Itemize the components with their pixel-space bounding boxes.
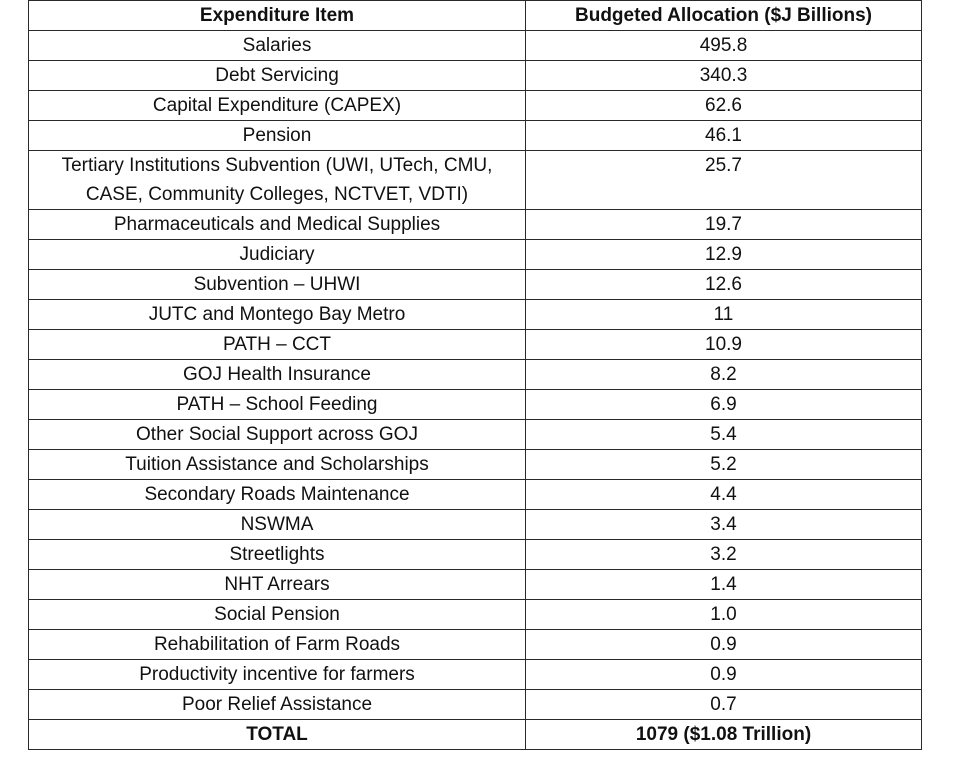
- allocation-value-cell: 12.9: [526, 240, 922, 270]
- expenditure-item-cell: Tuition Assistance and Scholarships: [29, 450, 526, 480]
- header-expenditure-item: Expenditure Item: [29, 1, 526, 31]
- expenditure-item-cell: PATH – CCT: [29, 330, 526, 360]
- total-value: 1079 ($1.08 Trillion): [526, 720, 922, 750]
- table-row: [29, 420, 922, 450]
- table-row: [29, 300, 922, 330]
- budget-document: [28, 0, 921, 750]
- allocation-value-cell: 0.9: [526, 630, 922, 660]
- header-budgeted-allocation: Budgeted Allocation ($J Billions): [526, 1, 922, 31]
- table-row: [29, 31, 922, 61]
- table-row: [29, 270, 922, 300]
- allocation-value-cell: 19.7: [526, 210, 922, 240]
- total-label: TOTAL: [29, 720, 526, 750]
- expenditure-item-cell: PATH – School Feeding: [29, 390, 526, 420]
- table-row: [29, 480, 922, 510]
- table-row: [29, 210, 922, 240]
- table-row: [29, 540, 922, 570]
- table-row: [29, 570, 922, 600]
- expenditure-item-cell: Debt Servicing: [29, 61, 526, 91]
- table-row: [29, 151, 922, 210]
- expenditure-item-cell: Tertiary Institutions Subvention (UWI, UTech, CMU, CASE, Community Colleges, NCTVET, VDTI): [29, 151, 526, 210]
- expenditure-item-cell: Productivity incentive for farmers: [29, 660, 526, 690]
- allocation-value-cell: 3.4: [526, 510, 922, 540]
- expenditure-item-cell: NHT Arrears: [29, 570, 526, 600]
- allocation-value-cell: 11: [526, 300, 922, 330]
- expenditure-item-cell: Secondary Roads Maintenance: [29, 480, 526, 510]
- expenditure-item-cell: Judiciary: [29, 240, 526, 270]
- table-row: [29, 360, 922, 390]
- expenditure-item-cell: NSWMA: [29, 510, 526, 540]
- expenditure-item-cell: GOJ Health Insurance: [29, 360, 526, 390]
- table-row: [29, 121, 922, 151]
- table-row: [29, 510, 922, 540]
- table-row: [29, 61, 922, 91]
- allocation-value-cell: 5.4: [526, 420, 922, 450]
- expenditure-item-cell: Other Social Support across GOJ: [29, 420, 526, 450]
- allocation-value-cell: 4.4: [526, 480, 922, 510]
- table-row: [29, 330, 922, 360]
- allocation-value-cell: 5.2: [526, 450, 922, 480]
- table-row: [29, 660, 922, 690]
- table-row: [29, 600, 922, 630]
- expenditure-item-cell: Rehabilitation of Farm Roads: [29, 630, 526, 660]
- expenditure-item-cell: Pension: [29, 121, 526, 151]
- total-row: [29, 720, 922, 750]
- allocation-value-cell: 12.6: [526, 270, 922, 300]
- allocation-value-cell: 62.6: [526, 91, 922, 121]
- table-row: [29, 630, 922, 660]
- allocation-value-cell: 6.9: [526, 390, 922, 420]
- expenditure-item-cell: Salaries: [29, 31, 526, 61]
- allocation-value-cell: 10.9: [526, 330, 922, 360]
- expenditure-item-cell: Poor Relief Assistance: [29, 690, 526, 720]
- expenditure-item-cell: Social Pension: [29, 600, 526, 630]
- allocation-value-cell: 1.4: [526, 570, 922, 600]
- allocation-value-cell: 340.3: [526, 61, 922, 91]
- table-row: [29, 450, 922, 480]
- allocation-value-cell: 495.8: [526, 31, 922, 61]
- expenditure-item-cell: Capital Expenditure (CAPEX): [29, 91, 526, 121]
- table-body: [29, 31, 922, 720]
- allocation-value-cell: 0.9: [526, 660, 922, 690]
- expenditure-item-cell: JUTC and Montego Bay Metro: [29, 300, 526, 330]
- table-row: [29, 91, 922, 121]
- allocation-value-cell: 3.2: [526, 540, 922, 570]
- expenditure-item-cell: Pharmaceuticals and Medical Supplies: [29, 210, 526, 240]
- allocation-value-cell: 46.1: [526, 121, 922, 151]
- allocation-value-cell: 1.0: [526, 600, 922, 630]
- allocation-value-cell: 25.7: [526, 151, 922, 210]
- expenditure-table: [28, 0, 922, 750]
- expenditure-item-cell: Streetlights: [29, 540, 526, 570]
- allocation-value-cell: 8.2: [526, 360, 922, 390]
- allocation-value-cell: 0.7: [526, 690, 922, 720]
- table-row: [29, 240, 922, 270]
- table-header-row: [29, 1, 922, 31]
- table-row: [29, 690, 922, 720]
- table-row: [29, 390, 922, 420]
- expenditure-item-cell: Subvention – UHWI: [29, 270, 526, 300]
